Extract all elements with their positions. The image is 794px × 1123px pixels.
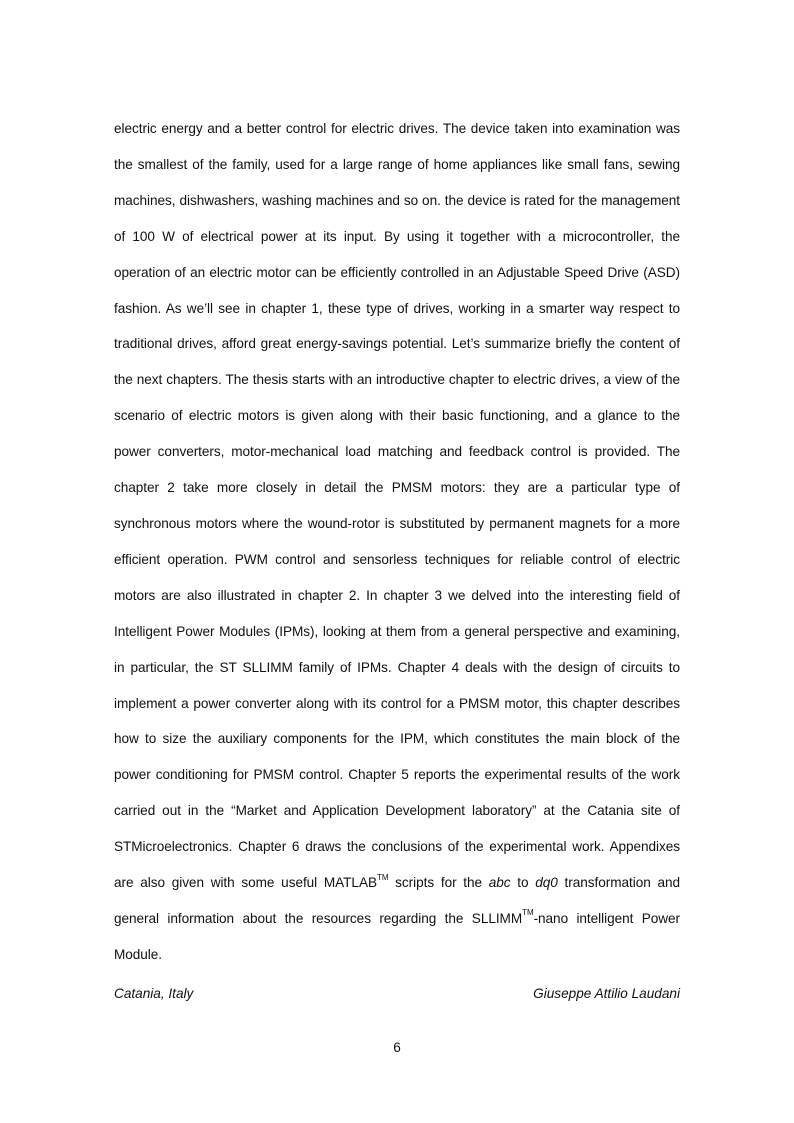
body-text-part-4: transformation and general information about the resources regarding the SLLIMM — [114, 875, 681, 926]
signature-author: Giuseppe Attilio Laudani — [533, 986, 680, 1001]
term-dq0: dq0 — [535, 875, 558, 891]
trademark-sllimm: TM — [522, 908, 534, 918]
body-text-part-1: electric energy and a better control for electric drives. The device taken into examination was the smallest of the family, used for a large range of home appliances like small fans, sewing machines, dishwashers, washing machines and so on. the device is rated for the management of 100 W of electrical power at its input. By using it together with a microcontroller, the operation of an electric motor can be efficiently controlled in an Adjustable Speed Drive (ASD) fashion. As we’ll see in chapter 1, these type of drives, working in a smarter way respect to traditional drives, afford great energy-savings potential. Let’s summarize briefly the content of the next chapters. The thesis starts with an introductive chapter to electric drives, a view of the scenario of electric motors is given along with their basic functioning, and a glance to the power converters, motor-mechanical load matching and feedback control is provided. The chapter 2 take more closely in detail the PMSM motors: they are a particular type of synchronous motors where the wound-rotor is substituted by permanent magnets for a more efficient operation. PWM control and sensorless techniques for reliable control of electric motors are also illustrated in chapter 2. In chapter 3 we delved into the interesting field of Intelligent Power Modules (IPMs), looking at them from a general perspective and examining, in particular, the ST SLLIMM family of IPMs. Chapter 4 deals with the design of circuits to implement a power converter along with its control for a PMSM motor, this chapter describes how to size the auxiliary components for the IPM, which constitutes the main block of the power conditioning for PMSM control. Chapter 5 reports the experimental results of the work carried out in the “Market and Application Development laboratory” at the Catania site of STMicroelectronics. Chapter 6 draws the conclusions of the experimental work. Appendixes are also given with some useful MATLAB — [114, 121, 680, 891]
body-text-part-3: to — [510, 875, 536, 891]
body-text-part-2: scripts for the — [388, 875, 489, 891]
body-paragraph — [114, 111, 680, 973]
page-number: 6 — [393, 1040, 401, 1055]
signature-line — [114, 986, 680, 1008]
term-abc: abc — [488, 875, 511, 891]
body-text-part-5: -nano intelligent Power Module. — [114, 910, 680, 962]
signature-place: Catania, Italy — [114, 986, 194, 1001]
trademark-matlab: TM — [376, 872, 389, 882]
